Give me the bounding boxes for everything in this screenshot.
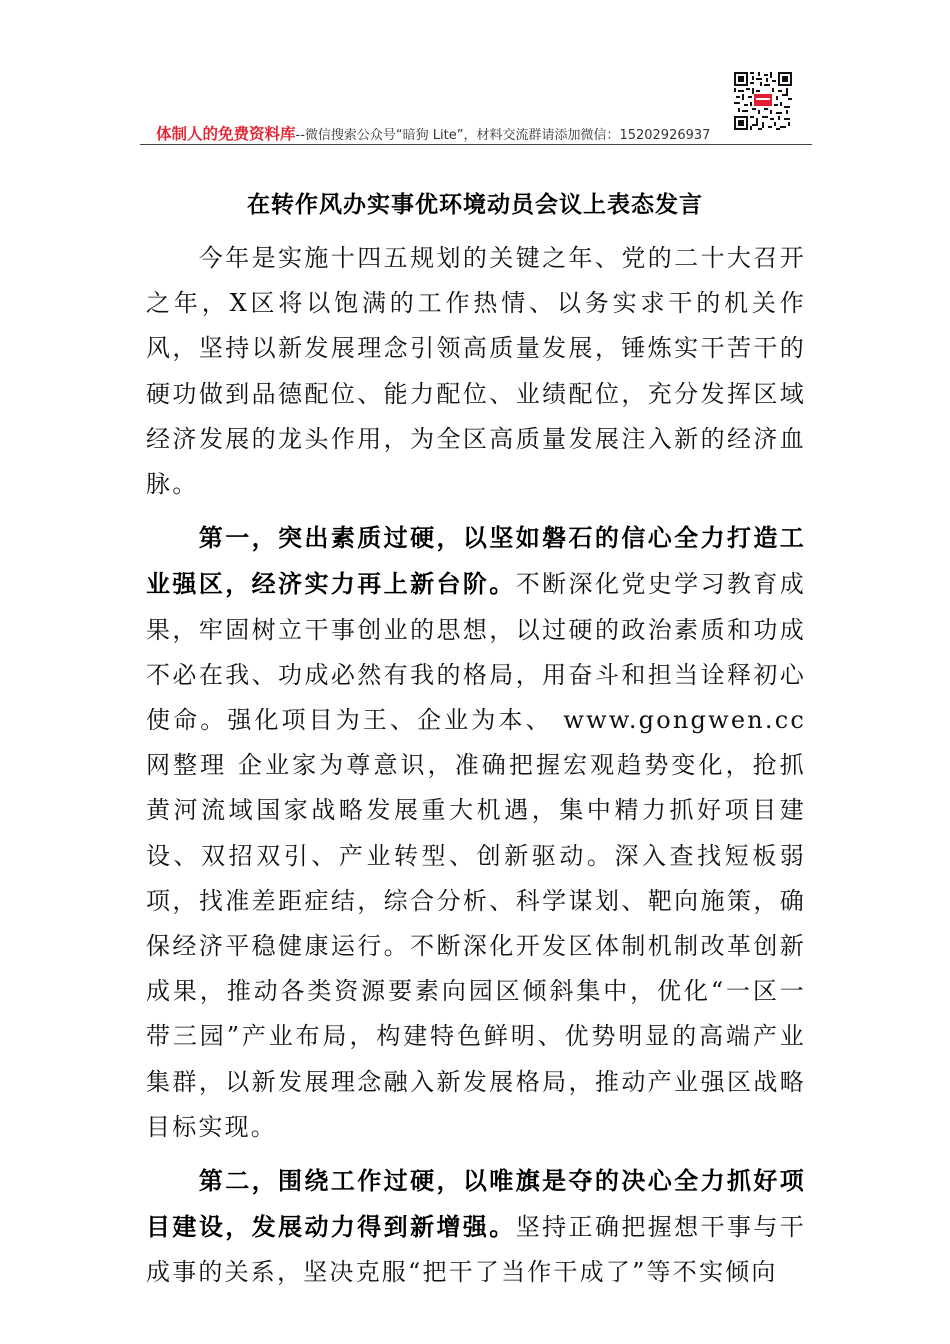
document-title: 在转作风办实事优环境动员会议上表态发言: [247, 191, 703, 218]
header-divider: [140, 144, 812, 145]
header-brand: 体制人的免费资料库: [156, 125, 296, 143]
paragraph-text: 不断深化党史学习教育成果，牢固树立干事创业的思想，以过硬的政治素质和功成不必在我、功成必然有我的格局，用奋斗和担当诠释初心使命。强化项目为王、企业为本、 www.gongwen.cc 网整理 企业家为尊意识，准确把握宏观趋势变化，抢抓黄河流域国家战略发展重大机遇，集中精力抓好项目建设、双招双引、产业转型、创新驱动。深入查找短板弱项，找准差距症结，综合分析、科学谋划、靶向施策，确保经济平稳健康运行。不断深化开发区体制机制改革创新成果，推动各类资源要素向园区倾斜集中，优化“一区一带三园”产业布局，构建特色鲜明、优势明显的高端产业集群，以新发展理念融入新发展格局，推动产业强区战略目标实现。: [146, 570, 806, 1141]
header-caption: [156, 122, 710, 144]
page-header-banner: [140, 70, 812, 146]
header-tagline: --微信搜索公众号“暗狗 Lite”，材料交流群请添加微信：15202926937: [295, 128, 711, 143]
paragraph-text: 坚持正确把握想干事与干成事的关系，坚决克服“把干了当作干成了”等不实倾向: [146, 1213, 806, 1287]
paragraph-point-two: [146, 1158, 806, 1296]
paragraph-intro: [146, 236, 806, 507]
document-body: [146, 236, 806, 1304]
paragraph-text: 今年是实施十四五规划的关键之年、党的二十大召开之年，X区将以饱满的工作热情、以务实求干的机关作风，坚持以新发展理念引领高质量发展，锤炼实干苦干的硬功做到品德配位、能力配位、业绩配位，充分发挥区域经济发展的龙头作用，为全区高质量发展注入新的经济血脉。: [146, 244, 806, 499]
qr-code-icon: [734, 72, 792, 130]
paragraph-point-one: [146, 515, 806, 1150]
paragraph-heading: 第一，突出素质过硬，以坚如磐石的信心全力打造工业强区，经济实力再上新台阶。: [146, 523, 806, 599]
paragraph-heading: 第二，围绕工作过硬，以唯旗是夺的决心全力抓好项目建设，发展动力得到新增强。: [146, 1166, 806, 1242]
